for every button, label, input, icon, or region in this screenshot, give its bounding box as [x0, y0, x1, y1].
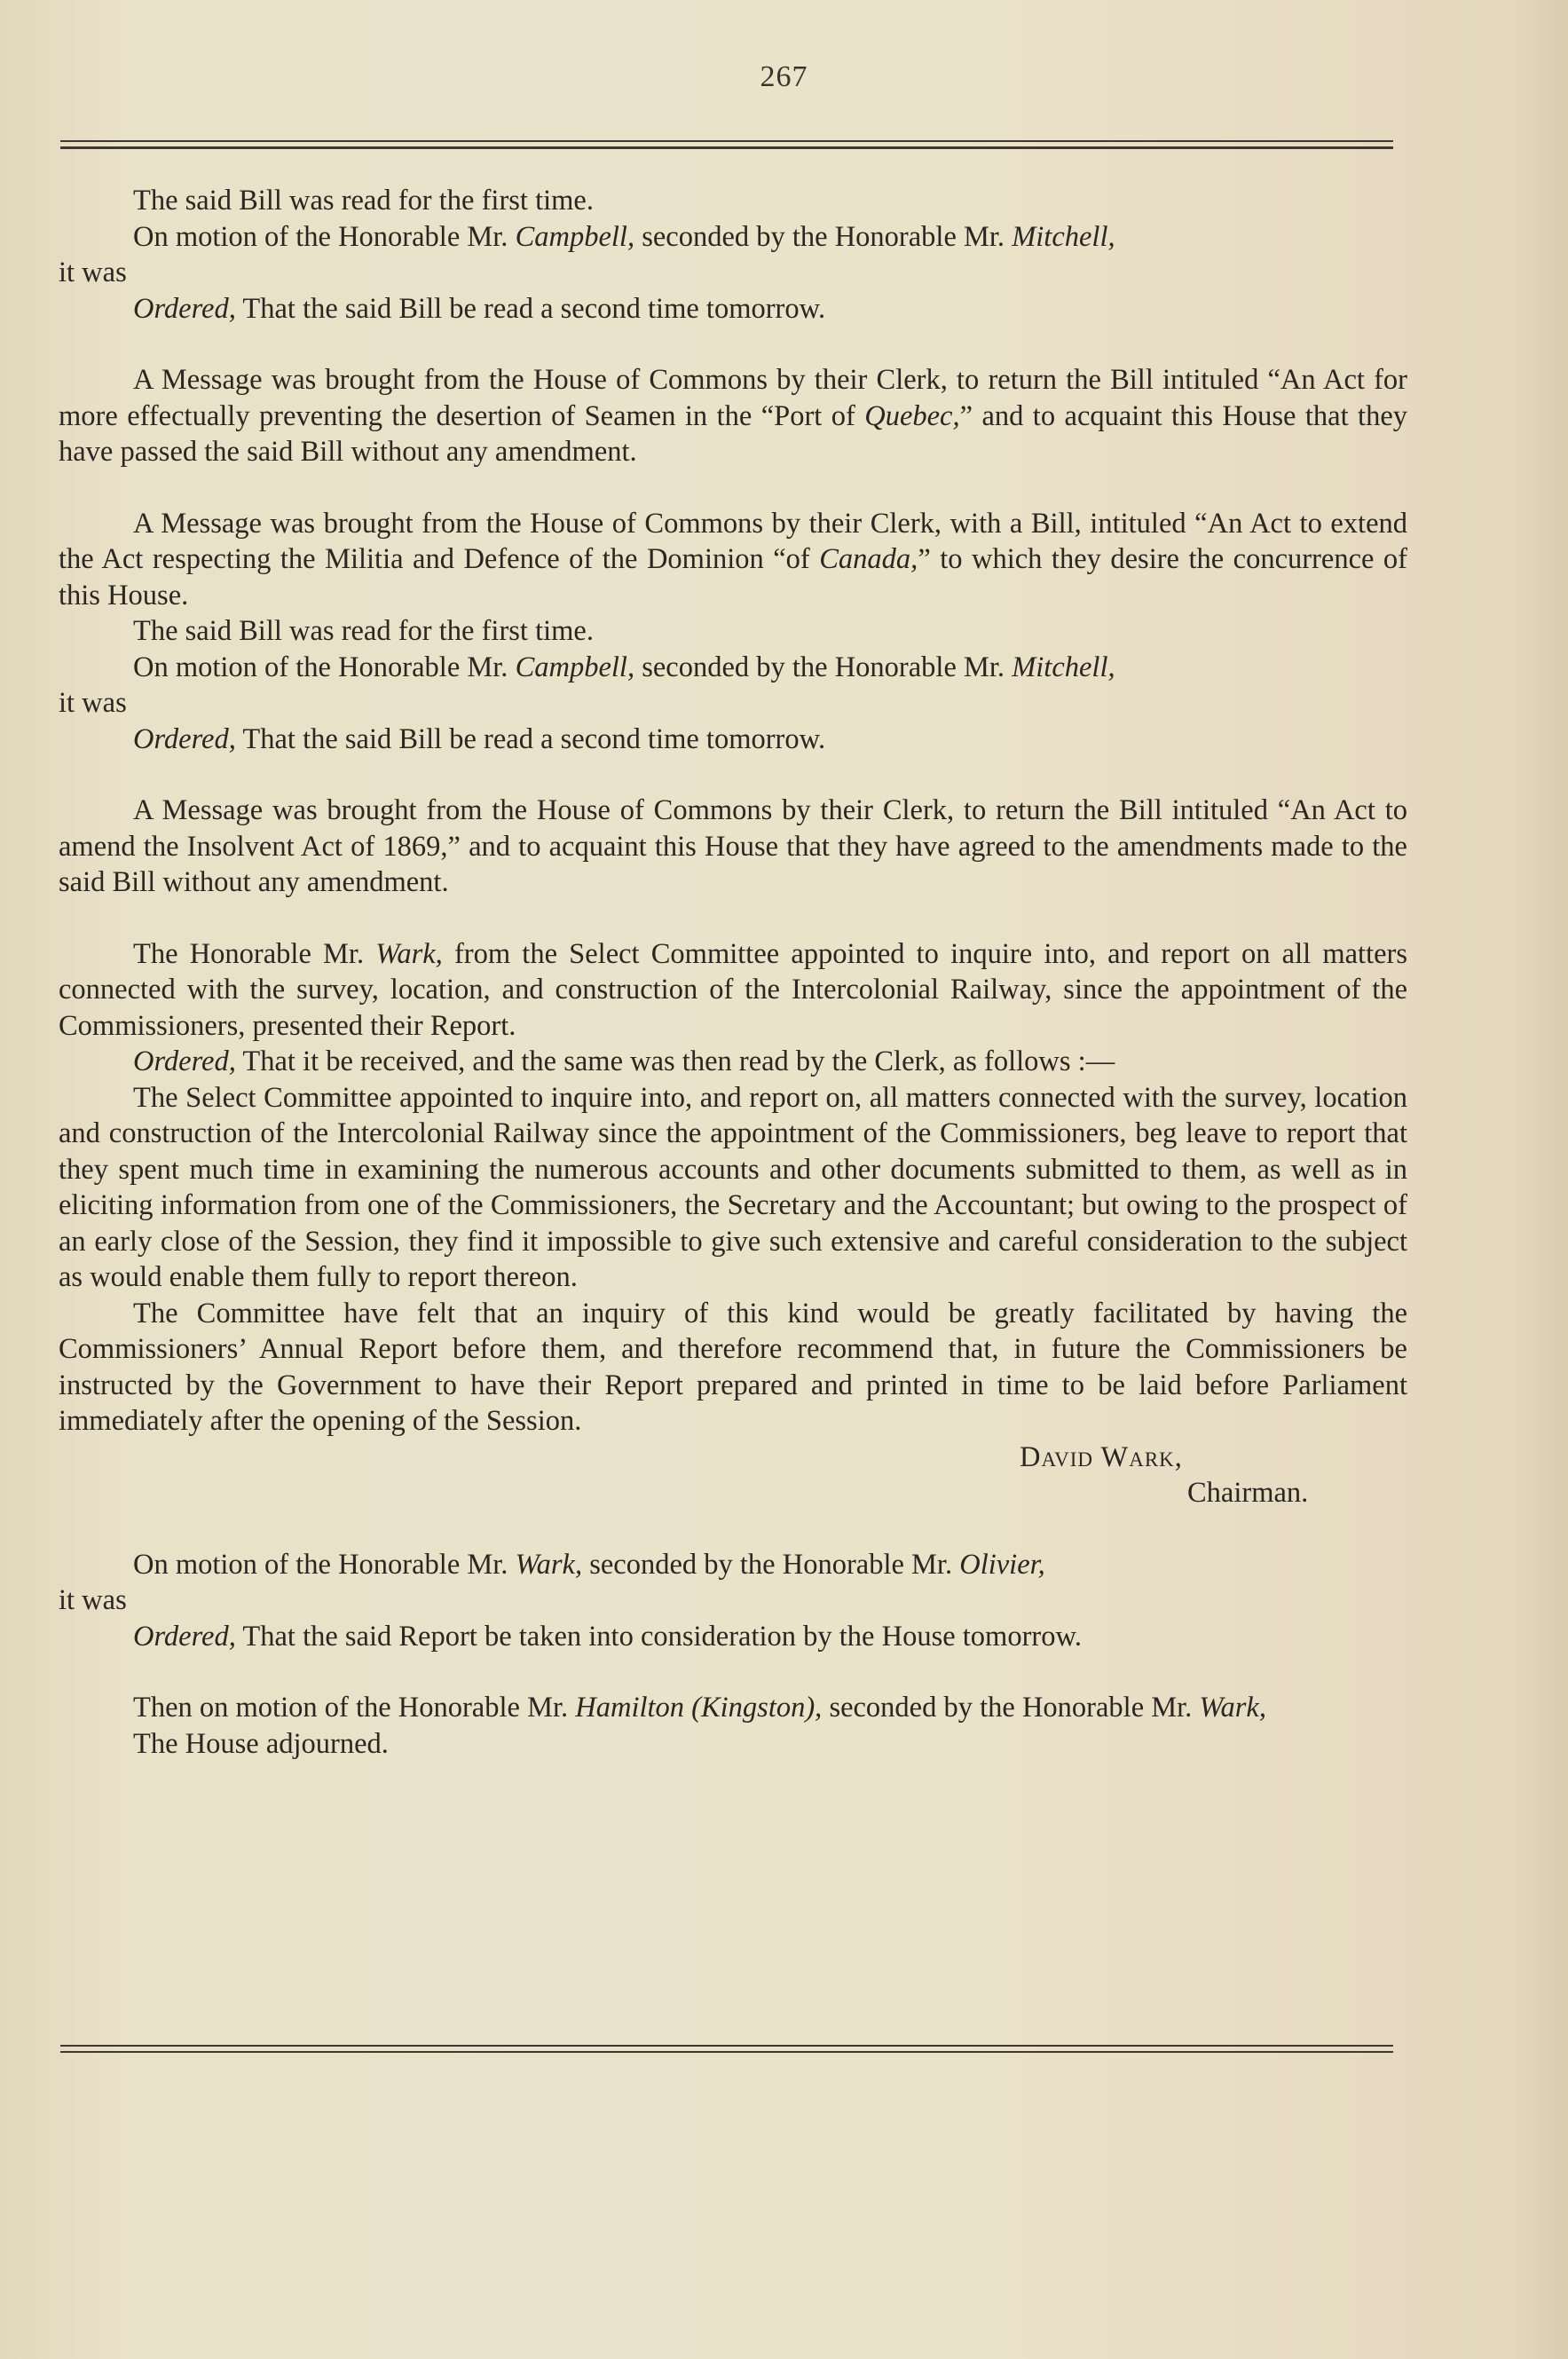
paragraph: The said Bill was read for the first time.	[133, 185, 594, 217]
paragraph: Ordered, That it be received, and the same was then read by the Clerk, as follows :—	[133, 1045, 1115, 1077]
paragraph: Then on motion of the Honorable Mr. Hamilton (Kingston), seconded by the Honorable Mr. Wark,	[133, 1692, 1266, 1724]
paragraph: Chairman.	[1187, 1477, 1309, 1509]
paragraph: David Wark,	[1020, 1440, 1183, 1473]
page-number: 267	[760, 60, 808, 93]
paragraph: Ordered, That the said Report be taken into consideration by the House tomorrow.	[133, 1620, 1082, 1653]
paragraph: A Message was brought from the House of Commons by their Clerk, with a Bill, intituled “An Act to extend the Act respecting the Militia and Defence of the Dominion “of Canada,” to which they desire the concurrence of this House.	[59, 507, 1407, 611]
paragraph: it was	[59, 687, 127, 719]
paragraph: The Honorable Mr. Wark, from the Select Committee appointed to inquire into, and report on all matters connected with the survey, location, and construction of the Intercolonial Railway, since the appointment of the Commissioners, presented their Report.	[59, 937, 1407, 1042]
paragraph: The said Bill was read for the first time.	[133, 615, 594, 647]
paragraph: it was	[59, 256, 127, 288]
paragraph: it was	[59, 1584, 127, 1616]
journal-text	[59, 183, 1407, 1762]
paragraph: The Select Committee appointed to inquire into, and report on, all matters connected with the survey, location and construction of the Intercolonial Railway since the appointment of the Commissioners, beg leave to report that they spent much time in examining the numerous accounts and other documents submitted to them, as well as in eliciting information from one of the Commissioners, the Secretary and the Accountant; but owing to the prospect of an early close of the Session, they find it impossible to give such extensive and careful consideration to the subject as would enable them fully to report thereon.	[59, 1081, 1407, 1293]
paragraph: Ordered, That the said Bill be read a second time tomorrow.	[133, 722, 826, 755]
bottom-double-rule	[60, 2045, 1393, 2053]
paragraph: The Committee have felt that an inquiry of this kind would be greatly facilitated by having the Commissioners’ Annual Report before them, and therefore recommend that, in future the Commissioners be instructed by the Government to have their Report prepared and printed in time to be laid before Parliament immediately after the opening of the Session.	[59, 1297, 1407, 1437]
top-double-rule	[60, 140, 1393, 149]
paragraph: On motion of the Honorable Mr. Campbell, seconded by the Honorable Mr. Mitchell,	[133, 651, 1115, 683]
paragraph: Ordered, That the said Bill be read a second time tomorrow.	[133, 292, 826, 325]
paragraph: On motion of the Honorable Mr. Campbell, seconded by the Honorable Mr. Mitchell,	[133, 220, 1115, 253]
paragraph: A Message was brought from the House of Commons by their Clerk, to return the Bill intituled “An Act to amend the Insolvent Act of 1869,” and to acquaint this House that they have agreed to the amendments made to the said Bill without any amendment.	[59, 794, 1407, 898]
paragraph: The House adjourned.	[133, 1727, 389, 1760]
paragraph: A Message was brought from the House of Commons by their Clerk, to return the Bill intituled “An Act for more effectually preventing the desertion of Seamen in the “Port of Quebec,” and to acquaint this House that they have passed the said Bill without any amendment.	[59, 364, 1407, 468]
paragraph: On motion of the Honorable Mr. Wark, seconded by the Honorable Mr. Olivier,	[133, 1548, 1045, 1581]
